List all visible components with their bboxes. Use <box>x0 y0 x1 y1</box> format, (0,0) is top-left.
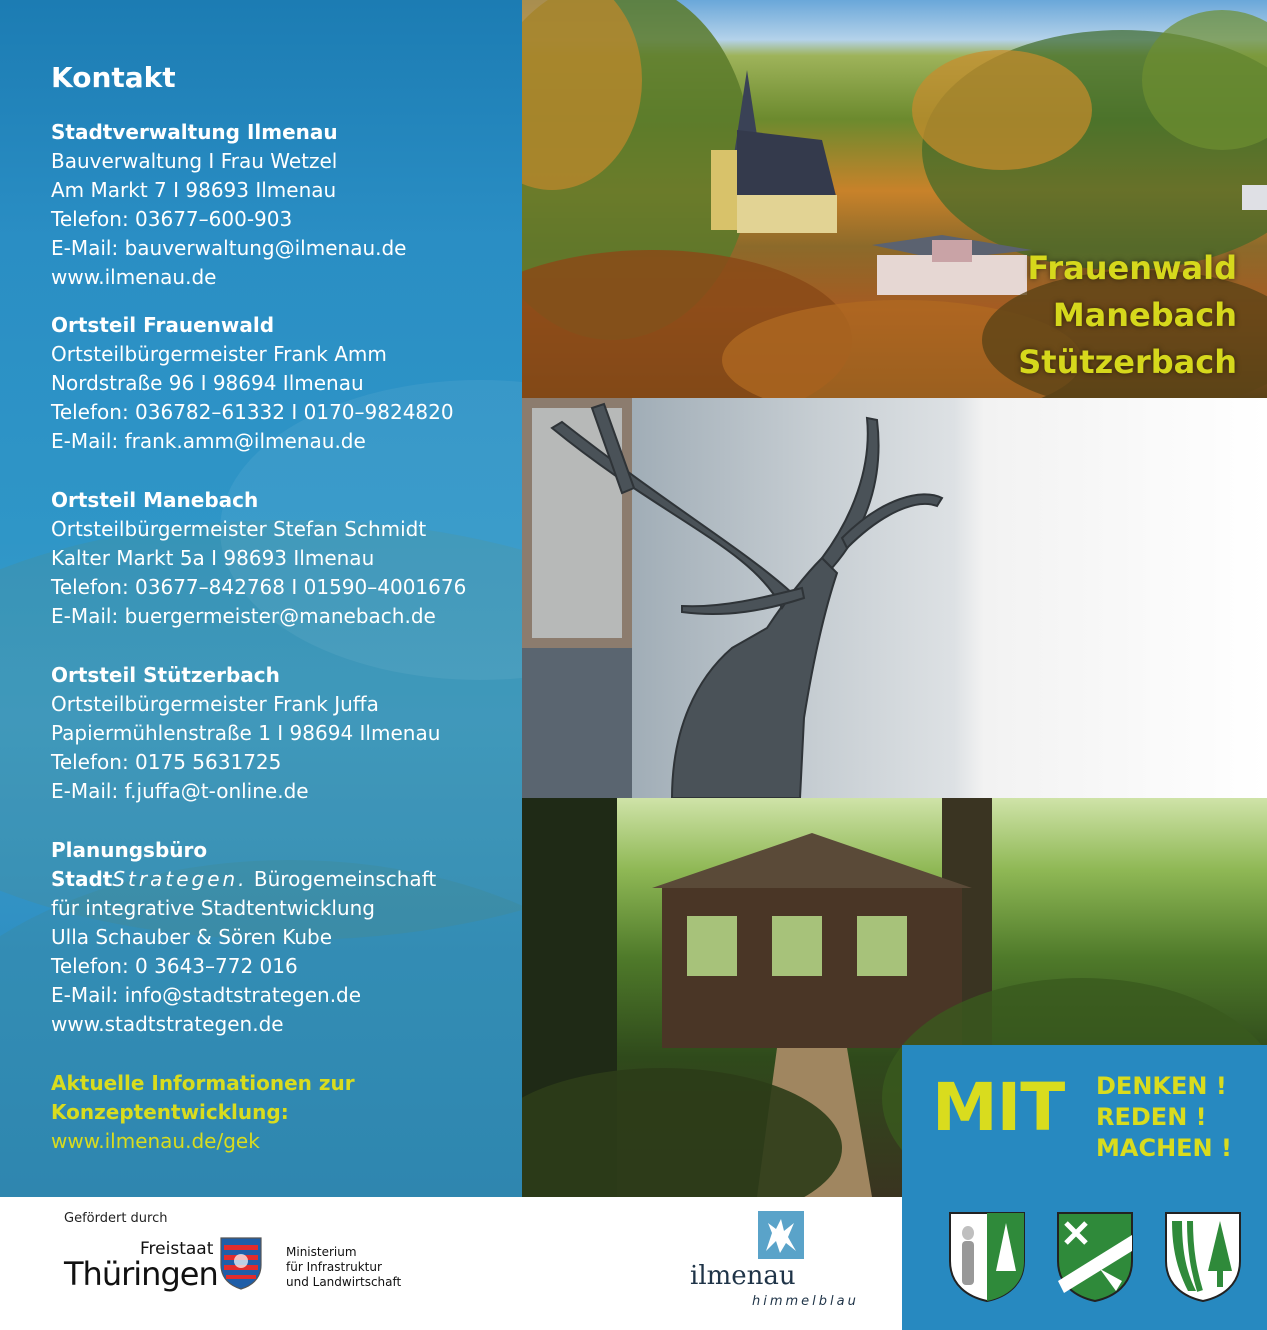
slogan-box <box>902 1045 1267 1197</box>
village-names <box>1018 245 1237 386</box>
info-title-line: Konzeptentwicklung: <box>51 1100 289 1124</box>
contact-website[interactable]: www.ilmenau.de <box>51 265 217 289</box>
contact-email[interactable]: E-Mail: info@stadtstrategen.de <box>51 983 362 1007</box>
funded-by-label: Gefördert durch <box>64 1211 168 1226</box>
slogan-list <box>1096 1071 1232 1164</box>
contact-phone: Telefon: 0 3643–772 016 <box>51 954 298 978</box>
planning-strategen: Strategen. <box>112 867 248 891</box>
contact-email[interactable]: E-Mail: f.juffa@t-online.de <box>51 779 309 803</box>
contact-phone: Telefon: 0175 5631725 <box>51 750 282 774</box>
contact-block-stadtverwaltung <box>51 118 511 292</box>
slogan-big: MIT <box>932 1069 1065 1146</box>
ilmenau-tagline: himmelblau <box>752 1294 859 1309</box>
contact-phone: Telefon: 036782–61332 I 0170–9824820 <box>51 400 454 424</box>
ministry-line: und Landwirtschaft <box>286 1275 402 1289</box>
thueringen-label: Thüringen <box>64 1255 218 1293</box>
manebach-crest-icon <box>1056 1211 1134 1303</box>
contact-address: Nordstraße 96 I 98694 Ilmenau <box>51 371 364 395</box>
planning-office-name <box>51 865 511 894</box>
ministry-line: Ministerium <box>286 1245 357 1259</box>
crest-bar <box>902 1197 1267 1330</box>
contact-line: Bauverwaltung I Frau Wetzel <box>51 149 338 173</box>
contact-website[interactable]: www.stadtstrategen.de <box>51 1012 284 1036</box>
slogan-item: MACHEN ! <box>1096 1134 1232 1162</box>
contact-block-frauenwald <box>51 311 511 456</box>
contact-person: Ortsteilbürgermeister Frank Juffa <box>51 692 379 716</box>
thueringen-crest-icon <box>218 1235 264 1291</box>
contact-person: Ortsteilbürgermeister Frank Amm <box>51 342 387 366</box>
contact-line: für integrative Stadtentwicklung <box>51 896 375 920</box>
contact-email[interactable]: E-Mail: buergermeister@manebach.de <box>51 604 436 628</box>
contact-phone: Telefon: 03677–842768 I 01590–4001676 <box>51 575 467 599</box>
contact-block-title: Planungsbüro <box>51 838 208 862</box>
info-link[interactable]: www.ilmenau.de/gek <box>51 1129 260 1153</box>
contact-heading: Kontakt <box>51 61 176 94</box>
planning-suffix: Bürogemeinschaft <box>253 867 437 891</box>
contact-email[interactable]: E-Mail: frank.amm@ilmenau.de <box>51 429 366 453</box>
info-block <box>51 1069 511 1156</box>
stuetzerbach-crest-icon <box>1164 1211 1242 1303</box>
contact-email[interactable]: E-Mail: bauverwaltung@ilmenau.de <box>51 236 407 260</box>
ministry-line: für Infrastruktur <box>286 1260 382 1274</box>
contact-address: Papiermühlenstraße 1 I 98694 Ilmenau <box>51 721 441 745</box>
contact-block-planungsbuero <box>51 836 511 1039</box>
stag-scene <box>522 398 1267 798</box>
contact-panel <box>0 0 522 1197</box>
contact-block-stuetzerbach <box>51 661 511 806</box>
contact-person: Ortsteilbürgermeister Stefan Schmidt <box>51 517 427 541</box>
contact-address: Am Markt 7 I 98693 Ilmenau <box>51 178 337 202</box>
frauenwald-crest-icon <box>948 1211 1026 1303</box>
contact-person: Ulla Schauber & Sören Kube <box>51 925 333 949</box>
contact-address: Kalter Markt 5a I 98693 Ilmenau <box>51 546 375 570</box>
slogan-item: DENKEN ! <box>1096 1072 1227 1100</box>
stag-photo <box>522 398 1267 798</box>
slogan-item: REDEN ! <box>1096 1103 1207 1131</box>
contact-block-title: Ortsteil Manebach <box>51 488 259 512</box>
contact-block-manebach <box>51 486 511 631</box>
planning-stadt: Stadt <box>51 867 113 891</box>
village-name-stuetzerbach: Stützerbach <box>1018 343 1237 381</box>
village-photo <box>522 0 1267 398</box>
contact-block-title: Ortsteil Stützerbach <box>51 663 280 687</box>
ilmenau-logo-icon <box>758 1211 804 1259</box>
footer <box>0 1197 902 1330</box>
info-title-line: Aktuelle Informationen zur <box>51 1071 355 1095</box>
contact-content <box>51 60 511 1186</box>
contact-phone: Telefon: 03677–600-903 <box>51 207 293 231</box>
contact-block-title: Ortsteil Frauenwald <box>51 313 275 337</box>
contact-block-title: Stadtverwaltung Ilmenau <box>51 120 338 144</box>
ministry-name <box>286 1245 401 1290</box>
village-name-manebach: Manebach <box>1052 296 1237 334</box>
freistaat-label: Freistaat <box>140 1239 214 1259</box>
ilmenau-name: ilmenau <box>690 1261 796 1291</box>
village-name-frauenwald: Frauenwald <box>1027 249 1237 287</box>
